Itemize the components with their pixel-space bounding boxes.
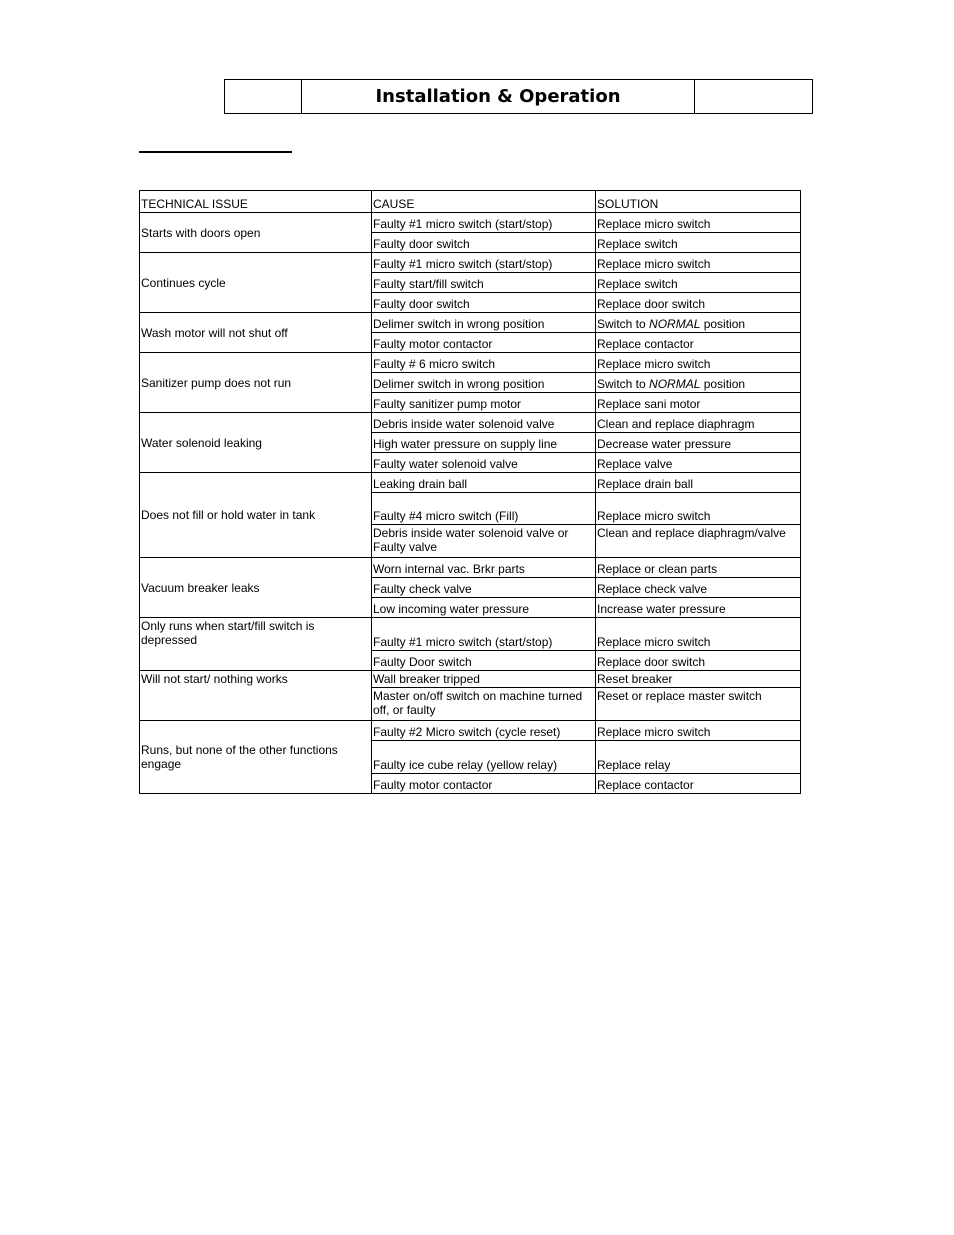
cause-cell: Debris inside water solenoid valve [372, 413, 596, 433]
issue-cell: Does not fill or hold water in tank [140, 473, 372, 558]
solution-cell: Switch to NORMAL position [596, 313, 801, 333]
cause-cell: Debris inside water solenoid valve or Faulty valve [372, 525, 596, 558]
cause-cell: Low incoming water pressure [372, 598, 596, 618]
solution-cell: Replace door switch [596, 651, 801, 671]
table-row [140, 473, 801, 493]
cause-cell: Delimer switch in wrong position [372, 313, 596, 333]
cause-cell: Faulty #1 micro switch (start/stop) [372, 213, 596, 233]
cause-cell: Faulty water solenoid valve [372, 453, 596, 473]
solution-cell: Clean and replace diaphragm/valve [596, 525, 801, 558]
solution-cell: Replace micro switch [596, 493, 801, 525]
issue-cell: Water solenoid leaking [140, 413, 372, 473]
cause-cell: Faulty # 6 micro switch [372, 353, 596, 373]
header-right-cell [695, 80, 812, 113]
page-title: Installation & Operation [302, 80, 695, 113]
table-row [140, 353, 801, 373]
solution-cell: Replace switch [596, 273, 801, 293]
solution-cell: Replace micro switch [596, 721, 801, 741]
solution-cell: Replace valve [596, 453, 801, 473]
issue-cell: Starts with doors open [140, 213, 372, 253]
cause-cell: Faulty motor contactor [372, 774, 596, 794]
cause-cell: Master on/off switch on machine turned off, or faulty [372, 688, 596, 721]
table-row [140, 213, 801, 233]
cause-cell: Faulty sanitizer pump motor [372, 393, 596, 413]
table-row [140, 618, 801, 651]
cause-cell: Delimer switch in wrong position [372, 373, 596, 393]
cause-cell: Faulty #1 micro switch (start/stop) [372, 618, 596, 651]
cause-cell: Faulty #2 Micro switch (cycle reset) [372, 721, 596, 741]
cause-cell: Faulty motor contactor [372, 333, 596, 353]
cause-cell: Leaking drain ball [372, 473, 596, 493]
solution-cell: Replace or clean parts [596, 558, 801, 578]
cause-cell: Worn internal vac. Brkr parts [372, 558, 596, 578]
solution-cell: Reset or replace master switch [596, 688, 801, 721]
table-row [140, 721, 801, 741]
issue-cell: Continues cycle [140, 253, 372, 313]
header-left-cell [225, 80, 302, 113]
page-header [224, 79, 813, 114]
solution-cell: Replace door switch [596, 293, 801, 313]
solution-cell: Reset breaker [596, 671, 801, 688]
solution-cell: Switch to NORMAL position [596, 373, 801, 393]
solution-cell: Clean and replace diaphragm [596, 413, 801, 433]
column-header: SOLUTION [596, 191, 801, 213]
cause-cell: Faulty #4 micro switch (Fill) [372, 493, 596, 525]
solution-cell: Replace micro switch [596, 213, 801, 233]
cause-cell: Faulty check valve [372, 578, 596, 598]
cause-cell: High water pressure on supply line [372, 433, 596, 453]
table-row [140, 558, 801, 578]
column-header: CAUSE [372, 191, 596, 213]
table-row [140, 413, 801, 433]
issue-cell: Vacuum breaker leaks [140, 558, 372, 618]
cause-cell: Faulty door switch [372, 293, 596, 313]
cause-cell: Wall breaker tripped [372, 671, 596, 688]
issue-cell: Wash motor will not shut off [140, 313, 372, 353]
table-header-row [140, 191, 801, 213]
cause-cell: Faulty Door switch [372, 651, 596, 671]
solution-cell: Replace drain ball [596, 473, 801, 493]
solution-cell: Replace micro switch [596, 618, 801, 651]
solution-cell: Replace contactor [596, 333, 801, 353]
issue-cell: Runs, but none of the other functions engage [140, 721, 372, 794]
solution-cell: Replace micro switch [596, 353, 801, 373]
solution-cell: Replace sani motor [596, 393, 801, 413]
solution-cell: Replace contactor [596, 774, 801, 794]
table-row [140, 671, 801, 688]
cause-cell: Faulty start/fill switch [372, 273, 596, 293]
table-row [140, 253, 801, 273]
section-rule [139, 151, 292, 153]
solution-cell: Replace check valve [596, 578, 801, 598]
solution-cell: Replace relay [596, 741, 801, 774]
cause-cell: Faulty #1 micro switch (start/stop) [372, 253, 596, 273]
cause-cell: Faulty ice cube relay (yellow relay) [372, 741, 596, 774]
table-row [140, 313, 801, 333]
solution-cell: Increase water pressure [596, 598, 801, 618]
cause-cell: Faulty door switch [372, 233, 596, 253]
solution-cell: Replace micro switch [596, 253, 801, 273]
column-header: TECHNICAL ISSUE [140, 191, 372, 213]
troubleshooting-table [139, 190, 801, 794]
table-body [140, 213, 801, 794]
issue-cell: Will not start/ nothing works [140, 671, 372, 721]
solution-cell: Decrease water pressure [596, 433, 801, 453]
issue-cell: Only runs when start/fill switch is depressed [140, 618, 372, 671]
solution-cell: Replace switch [596, 233, 801, 253]
issue-cell: Sanitizer pump does not run [140, 353, 372, 413]
